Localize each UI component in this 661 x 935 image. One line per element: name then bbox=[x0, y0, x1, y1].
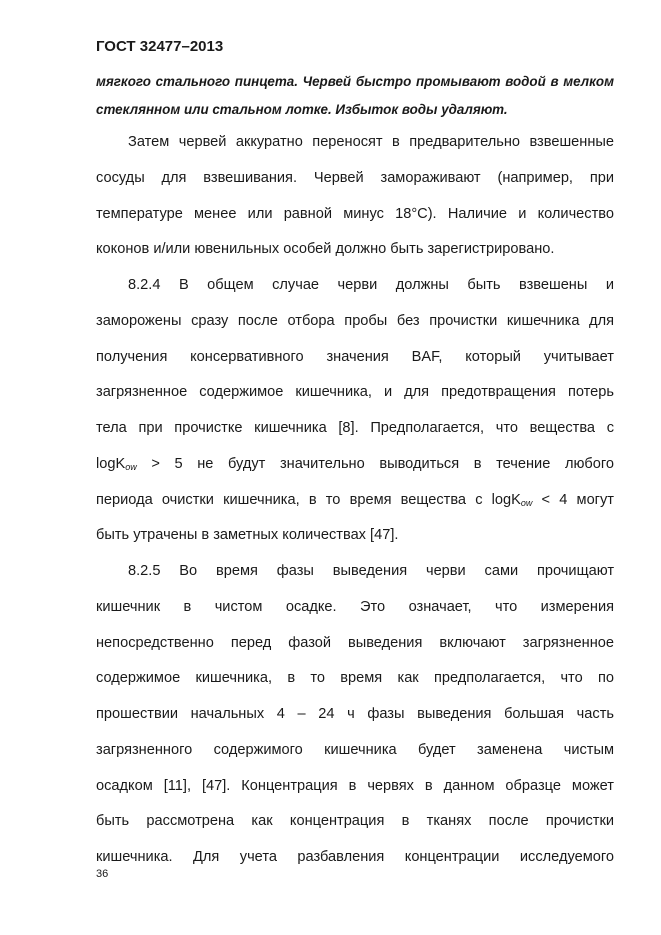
text-line: коконов и/или ювенильных особей должно быть зарегистрировано. bbox=[96, 241, 555, 257]
text-line: температуре менее или равной минус 18°С). Наличие и количество bbox=[96, 206, 614, 222]
page-number: 36 bbox=[96, 868, 109, 880]
text-line: мягкого стального пинцета. Червей быстро промывают водой в мелком bbox=[96, 74, 614, 89]
text-line bbox=[96, 492, 614, 508]
subscript: ow bbox=[125, 462, 137, 472]
text-line: заморожены сразу после отбора пробы без прочистки кишечника для bbox=[96, 313, 614, 329]
subscript: ow bbox=[520, 498, 533, 508]
text-line: быть рассмотрена как концентрация в тканях после прочистки bbox=[96, 813, 614, 829]
text-line: Затем червей аккуратно переносят в предварительно взвешенные bbox=[128, 134, 614, 150]
text-line: осадком [11], [47]. Концентрация в червях в данном образце может bbox=[96, 778, 614, 794]
text-line: кишечник в чистом осадке. Это означает, что измерения bbox=[96, 599, 614, 615]
document-header: ГОСТ 32477–2013 bbox=[96, 38, 224, 55]
text-fragment: периода очистки кишечника, в то время вещества с logK bbox=[96, 492, 521, 508]
text-line: непосредственно перед фазой выведения включают загрязненное bbox=[96, 635, 614, 651]
text-line: тела при прочистке кишечника [8]. Предполагается, что вещества с bbox=[96, 420, 614, 436]
text-line: загрязненного содержимого кишечника будет заменена чистым bbox=[96, 742, 614, 758]
text-line: кишечника. Для учета разбавления концентрации исследуемого bbox=[96, 849, 614, 865]
text-line: получения консервативного значения BAF, который учитывает bbox=[96, 349, 614, 365]
text-line: 8.2.5 Во время фазы выведения черви сами прочищают bbox=[128, 563, 614, 579]
text-line: стеклянном или стальном лотке. Избыток воды удаляют. bbox=[96, 102, 508, 117]
text-fragment: < 4 могут bbox=[532, 492, 614, 508]
text-line: прошествии начальных 4 – 24 ч фазы выведения большая часть bbox=[96, 706, 614, 722]
text-line: 8.2.4 В общем случае черви должны быть взвешены и bbox=[128, 277, 614, 293]
text-line: загрязненное содержимое кишечника, и для предотвращения потерь bbox=[96, 384, 614, 400]
text-line: содержимое кишечника, в то время как предполагается, что по bbox=[96, 670, 614, 686]
text-fragment: > 5 не будут значительно выводиться в течение любого bbox=[136, 456, 614, 472]
text-line: быть утрачены в заметных количествах [47]. bbox=[96, 527, 399, 543]
text-fragment: logK bbox=[96, 456, 126, 472]
text-line bbox=[96, 456, 614, 472]
text-line: сосуды для взвешивания. Червей замораживают (например, при bbox=[96, 170, 614, 186]
